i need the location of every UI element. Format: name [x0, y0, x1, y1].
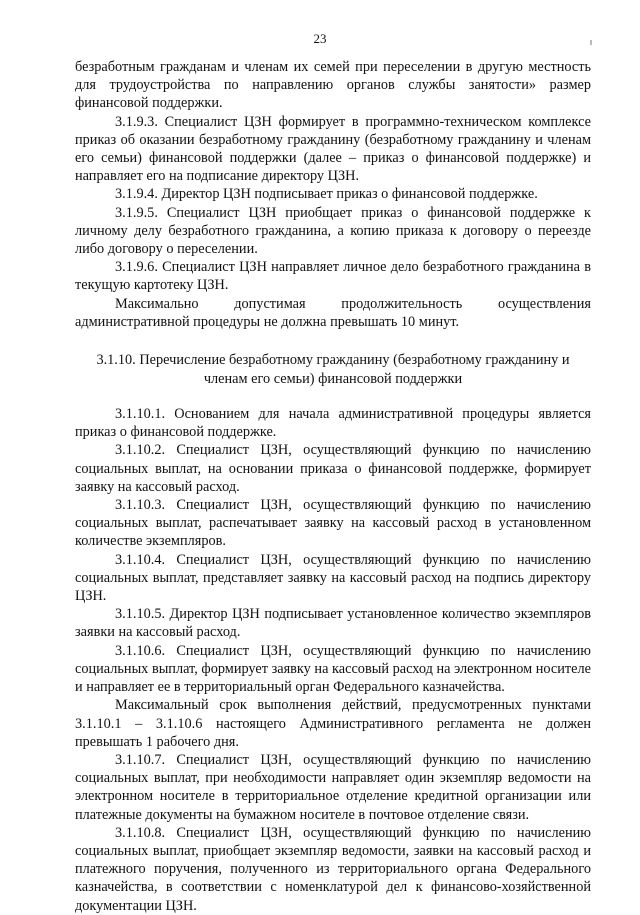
paragraph: безработным гражданам и членам их семей при переселении в другую местность для трудоустройства по направлению органов службы занятости» размер финансовой поддержки.	[75, 59, 591, 112]
paragraph: 3.1.10.1. Основанием для начала административной процедуры является приказ о финансовой поддержке.	[75, 406, 591, 441]
paragraph: 3.1.9.5. Специалист ЦЗН приобщает приказ о финансовой поддержке к личному делу безработного гражданина, а копию приказа к договору о переезде либо договору о переселении.	[75, 204, 591, 258]
paragraph: Максимальный срок выполнения действий, предусмотренных пунктами 3.1.10.1 – 3.1.10.6 настоящего Административного регламента не должен превышать 1 рабочего дня.	[75, 697, 591, 750]
paragraph: 3.1.10.2. Специалист ЦЗН, осуществляющий функцию по начислению социальных выплат, на основании приказа о финансовой поддержке, формирует заявку на кассовый расход.	[75, 442, 591, 495]
paragraph: 3.1.10.4. Специалист ЦЗН, осуществляющий функцию по начислению социальных выплат, представляет заявку на кассовый расход на подпись директору ЦЗН.	[75, 551, 591, 605]
paragraph: 3.1.10.6. Специалист ЦЗН, осуществляющий функцию по начислению социальных выплат, формирует заявку на кассовый расход на электронном носителе и направляет ее в территориальный орган Федерального казначейства.	[75, 642, 591, 696]
paragraph: 3.1.10.7. Специалист ЦЗН, осуществляющий функцию по начислению социальных выплат, при необходимости направляет один экземпляр ведомости на электронном носителе в территориальное отделение кредитной организации или платежные документы на бумажном носителе в почтовое отделение связи.	[75, 751, 591, 823]
page-number: 23	[313, 31, 327, 46]
paragraph: 3.1.9.6. Специалист ЦЗН направляет личное дело безработного гражданина в текущую картотеку ЦЗН.	[75, 259, 591, 294]
document-body	[75, 58, 591, 915]
paragraph: 3.1.9.4. Директор ЦЗН подписывает приказ о финансовой поддержке.	[115, 186, 538, 203]
paragraph-group-top	[75, 58, 591, 331]
scan-mark	[590, 40, 592, 45]
section-heading: 3.1.10. Перечисление безработному гражданину (безработному гражданину и членам его семьи) финансовой поддержки	[96, 352, 570, 387]
paragraph-group-bottom	[75, 405, 591, 915]
paragraph: Максимально допустимая продолжительность осуществления административной процедуры не должна превышать 10 минут.	[75, 295, 591, 330]
paragraph: 3.1.9.3. Специалист ЦЗН формирует в программно-техническом комплексе приказ об оказании безработному гражданину (безработному гражданину и членам его семьи) финансовой поддержки (далее – приказ о финансовой поддержке) и направляет его на подписание директору ЦЗН.	[75, 113, 591, 185]
paragraph: 3.1.10.5. Директор ЦЗН подписывает установленное количество экземпляров заявки на кассовый расход.	[75, 606, 591, 641]
paragraph: 3.1.10.8. Специалист ЦЗН, осуществляющий функцию по начислению социальных выплат, приобщает экземпляр ведомости, заявки на кассовый расход и платежного поручения, полученного из территориального органа Федерального казначейства, в соответствии с номенклатурой дел к финансово-хозяйственной документации ЦЗН.	[75, 824, 591, 914]
paragraph: 3.1.10.3. Специалист ЦЗН, осуществляющий функцию по начислению социальных выплат, распечатывает заявку на кассовый расход в установленном количестве экземпляров.	[75, 497, 591, 550]
